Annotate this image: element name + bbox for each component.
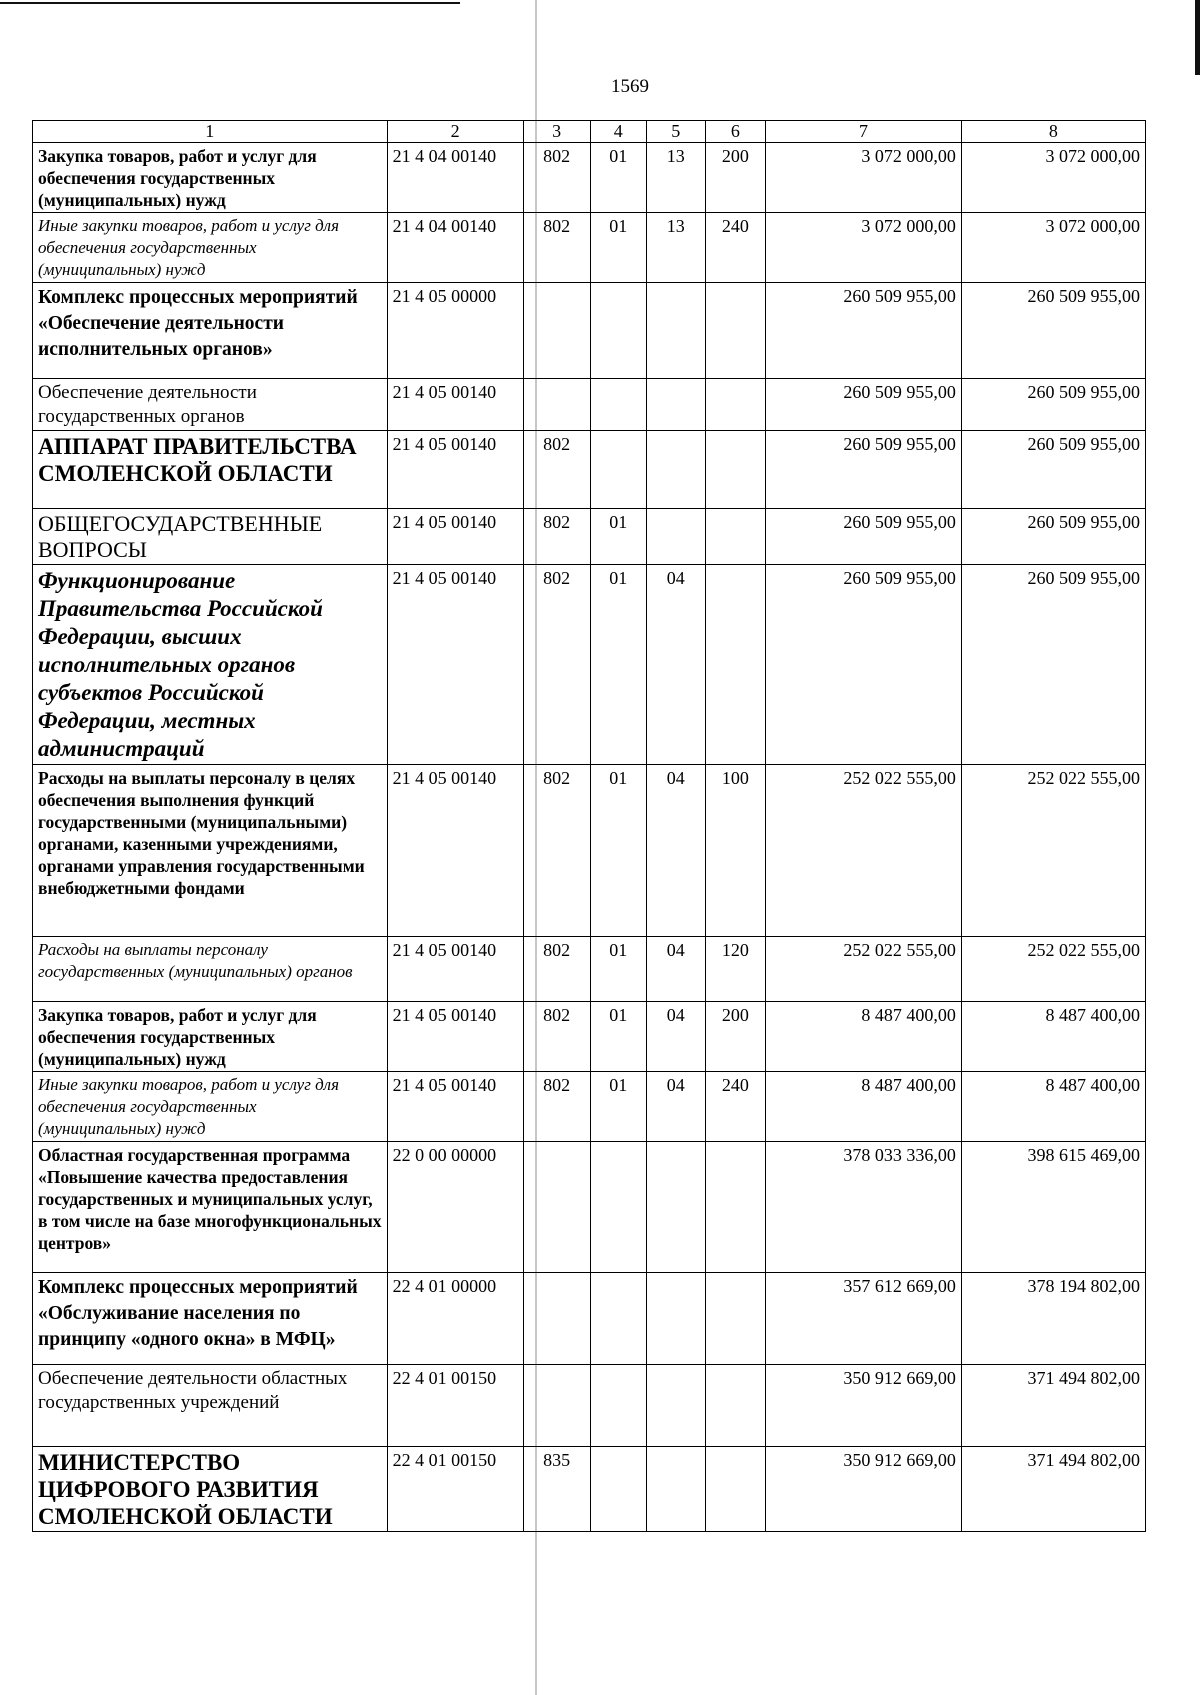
row-grbs-cell: 802 — [523, 143, 590, 213]
row-sum-year1-cell: 260 509 955,00 — [766, 565, 962, 765]
row-expense-type-cell — [705, 379, 766, 431]
row-subsection-cell: 04 — [647, 765, 706, 937]
row-sum-year1-cell: 350 912 669,00 — [766, 1365, 962, 1447]
header-cell-6: 6 — [705, 121, 766, 143]
row-name-cell: Иные закупки товаров, работ и услуг для обеспечения государственных (муниципальных) нужд — [33, 213, 388, 283]
row-section-cell — [590, 1273, 646, 1365]
row-target-article-cell: 21 4 04 00140 — [387, 213, 523, 283]
row-target-article-cell: 21 4 05 00140 — [387, 765, 523, 937]
row-section-cell: 01 — [590, 509, 646, 565]
row-sum-year1-cell: 357 612 669,00 — [766, 1273, 962, 1365]
row-sum-year1-cell: 3 072 000,00 — [766, 143, 962, 213]
table-row — [33, 283, 1146, 379]
row-subsection-cell: 04 — [647, 565, 706, 765]
row-expense-type-cell — [705, 1142, 766, 1273]
row-expense-type-cell: 200 — [705, 1002, 766, 1072]
row-sum-year1-cell: 252 022 555,00 — [766, 937, 962, 1002]
row-section-cell: 01 — [590, 1002, 646, 1072]
row-sum-year1-cell: 350 912 669,00 — [766, 1447, 962, 1532]
row-sum-year1-cell: 3 072 000,00 — [766, 213, 962, 283]
row-target-article-cell: 21 4 05 00000 — [387, 283, 523, 379]
table-header-row — [33, 121, 1146, 143]
row-grbs-cell — [523, 1273, 590, 1365]
row-expense-type-cell — [705, 283, 766, 379]
row-section-cell: 01 — [590, 1072, 646, 1142]
row-sum-year1-cell: 252 022 555,00 — [766, 765, 962, 937]
row-sum-year2-cell: 371 494 802,00 — [961, 1365, 1145, 1447]
row-expense-type-cell — [705, 431, 766, 509]
row-section-cell: 01 — [590, 937, 646, 1002]
table-row — [33, 509, 1146, 565]
row-sum-year2-cell: 378 194 802,00 — [961, 1273, 1145, 1365]
row-target-article-cell: 21 4 05 00140 — [387, 379, 523, 431]
row-sum-year2-cell: 371 494 802,00 — [961, 1447, 1145, 1532]
scan-edge-mark — [1195, 0, 1200, 75]
row-name-cell: Иные закупки товаров, работ и услуг для обеспечения государственных (муниципальных) нужд — [33, 1072, 388, 1142]
row-expense-type-cell — [705, 1365, 766, 1447]
row-sum-year2-cell: 252 022 555,00 — [961, 765, 1145, 937]
table-row — [33, 379, 1146, 431]
table-row — [33, 1002, 1146, 1072]
row-sum-year2-cell: 8 487 400,00 — [961, 1072, 1145, 1142]
row-sum-year2-cell: 260 509 955,00 — [961, 565, 1145, 765]
row-sum-year1-cell: 8 487 400,00 — [766, 1072, 962, 1142]
row-sum-year2-cell: 398 615 469,00 — [961, 1142, 1145, 1273]
row-grbs-cell: 802 — [523, 509, 590, 565]
row-sum-year1-cell: 260 509 955,00 — [766, 431, 962, 509]
row-target-article-cell: 21 4 05 00140 — [387, 1072, 523, 1142]
row-target-article-cell: 21 4 05 00140 — [387, 509, 523, 565]
row-expense-type-cell: 200 — [705, 143, 766, 213]
row-target-article-cell: 22 4 01 00000 — [387, 1273, 523, 1365]
row-grbs-cell: 802 — [523, 1072, 590, 1142]
budget-table-body — [33, 121, 1146, 1532]
row-expense-type-cell: 240 — [705, 1072, 766, 1142]
row-subsection-cell — [647, 509, 706, 565]
row-sum-year2-cell: 260 509 955,00 — [961, 283, 1145, 379]
table-row — [33, 565, 1146, 765]
row-name-cell: ОБЩЕГОСУДАРСТВЕННЫЕ ВОПРОСЫ — [33, 509, 388, 565]
row-name-cell: Расходы на выплаты персоналу в целях обеспечения выполнения функций государственными (муниципальными) органами, казенными учреждениями, органами управления государственными внебюджетными фондами — [33, 765, 388, 937]
table-row — [33, 1365, 1146, 1447]
row-section-cell — [590, 1142, 646, 1273]
row-target-article-cell: 21 4 04 00140 — [387, 143, 523, 213]
row-target-article-cell: 21 4 05 00140 — [387, 431, 523, 509]
row-subsection-cell — [647, 1365, 706, 1447]
row-sum-year2-cell: 260 509 955,00 — [961, 431, 1145, 509]
row-subsection-cell — [647, 1142, 706, 1273]
top-scan-rule — [0, 2, 460, 4]
table-row — [33, 1273, 1146, 1365]
row-grbs-cell — [523, 1142, 590, 1273]
row-subsection-cell — [647, 1447, 706, 1532]
row-target-article-cell: 21 4 05 00140 — [387, 937, 523, 1002]
row-subsection-cell: 04 — [647, 937, 706, 1002]
row-sum-year1-cell: 260 509 955,00 — [766, 509, 962, 565]
row-section-cell — [590, 283, 646, 379]
row-section-cell: 01 — [590, 143, 646, 213]
row-grbs-cell: 802 — [523, 937, 590, 1002]
row-section-cell — [590, 1365, 646, 1447]
row-subsection-cell — [647, 1273, 706, 1365]
row-grbs-cell: 802 — [523, 213, 590, 283]
row-target-article-cell: 22 0 00 00000 — [387, 1142, 523, 1273]
table-row — [33, 1142, 1146, 1273]
page-number: 1569 — [611, 76, 649, 97]
row-subsection-cell: 04 — [647, 1072, 706, 1142]
row-grbs-cell — [523, 283, 590, 379]
row-section-cell: 01 — [590, 765, 646, 937]
header-cell-5: 5 — [647, 121, 706, 143]
row-section-cell — [590, 1447, 646, 1532]
table-row — [33, 143, 1146, 213]
row-sum-year2-cell: 252 022 555,00 — [961, 937, 1145, 1002]
row-name-cell: МИНИСТЕРСТВО ЦИФРОВОГО РАЗВИТИЯ СМОЛЕНСКОЙ ОБЛАСТИ — [33, 1447, 388, 1532]
row-name-cell: Закупка товаров, работ и услуг для обеспечения государственных (муниципальных) нужд — [33, 1002, 388, 1072]
row-sum-year2-cell: 260 509 955,00 — [961, 509, 1145, 565]
table-row — [33, 765, 1146, 937]
row-grbs-cell: 835 — [523, 1447, 590, 1532]
table-row — [33, 1447, 1146, 1532]
row-section-cell — [590, 379, 646, 431]
row-target-article-cell: 21 4 05 00140 — [387, 565, 523, 765]
row-sum-year2-cell: 3 072 000,00 — [961, 143, 1145, 213]
table-row — [33, 431, 1146, 509]
row-name-cell: Обеспечение деятельности государственных органов — [33, 379, 388, 431]
row-subsection-cell: 13 — [647, 213, 706, 283]
row-expense-type-cell — [705, 1273, 766, 1365]
row-section-cell: 01 — [590, 213, 646, 283]
row-name-cell: АППАРАТ ПРАВИТЕЛЬСТВА СМОЛЕНСКОЙ ОБЛАСТИ — [33, 431, 388, 509]
row-expense-type-cell — [705, 565, 766, 765]
row-expense-type-cell: 100 — [705, 765, 766, 937]
row-sum-year1-cell: 260 509 955,00 — [766, 379, 962, 431]
row-grbs-cell: 802 — [523, 565, 590, 765]
row-expense-type-cell: 240 — [705, 213, 766, 283]
table-row — [33, 937, 1146, 1002]
row-subsection-cell: 04 — [647, 1002, 706, 1072]
row-sum-year1-cell: 8 487 400,00 — [766, 1002, 962, 1072]
row-sum-year2-cell: 8 487 400,00 — [961, 1002, 1145, 1072]
row-subsection-cell: 13 — [647, 143, 706, 213]
table-row — [33, 1072, 1146, 1142]
row-name-cell: Закупка товаров, работ и услуг для обеспечения государственных (муниципальных) нужд — [33, 143, 388, 213]
budget-table — [32, 120, 1146, 1532]
row-name-cell: Расходы на выплаты персоналу государственных (муниципальных) органов — [33, 937, 388, 1002]
row-subsection-cell — [647, 283, 706, 379]
header-cell-1: 1 — [33, 121, 388, 143]
row-grbs-cell: 802 — [523, 1002, 590, 1072]
row-grbs-cell: 802 — [523, 765, 590, 937]
row-sum-year2-cell: 3 072 000,00 — [961, 213, 1145, 283]
row-section-cell: 01 — [590, 565, 646, 765]
header-cell-2: 2 — [387, 121, 523, 143]
row-expense-type-cell — [705, 509, 766, 565]
row-subsection-cell — [647, 379, 706, 431]
row-grbs-cell — [523, 379, 590, 431]
row-name-cell: Обеспечение деятельности областных государственных учреждений — [33, 1365, 388, 1447]
row-target-article-cell: 21 4 05 00140 — [387, 1002, 523, 1072]
row-name-cell: Комплекс процессных мероприятий «Обеспечение деятельности исполнительных органов» — [33, 283, 388, 379]
row-sum-year1-cell: 260 509 955,00 — [766, 283, 962, 379]
header-cell-8: 8 — [961, 121, 1145, 143]
row-name-cell: Областная государственная программа «Повышение качества предоставления государственных и муниципальных услуг, в том числе на базе многофункциональных центров» — [33, 1142, 388, 1273]
row-expense-type-cell — [705, 1447, 766, 1532]
row-subsection-cell — [647, 431, 706, 509]
row-expense-type-cell: 120 — [705, 937, 766, 1002]
row-section-cell — [590, 431, 646, 509]
header-cell-3: 3 — [523, 121, 590, 143]
row-name-cell: Функционирование Правительства Российской Федерации, высших исполнительных органов субъектов Российской Федерации, местных администраций — [33, 565, 388, 765]
table-row — [33, 213, 1146, 283]
row-grbs-cell: 802 — [523, 431, 590, 509]
row-target-article-cell: 22 4 01 00150 — [387, 1365, 523, 1447]
header-cell-4: 4 — [590, 121, 646, 143]
header-cell-7: 7 — [766, 121, 962, 143]
row-sum-year1-cell: 378 033 336,00 — [766, 1142, 962, 1273]
row-grbs-cell — [523, 1365, 590, 1447]
row-target-article-cell: 22 4 01 00150 — [387, 1447, 523, 1532]
row-name-cell: Комплекс процессных мероприятий «Обслуживание населения по принципу «одного окна» в МФЦ» — [33, 1273, 388, 1365]
row-sum-year2-cell: 260 509 955,00 — [961, 379, 1145, 431]
